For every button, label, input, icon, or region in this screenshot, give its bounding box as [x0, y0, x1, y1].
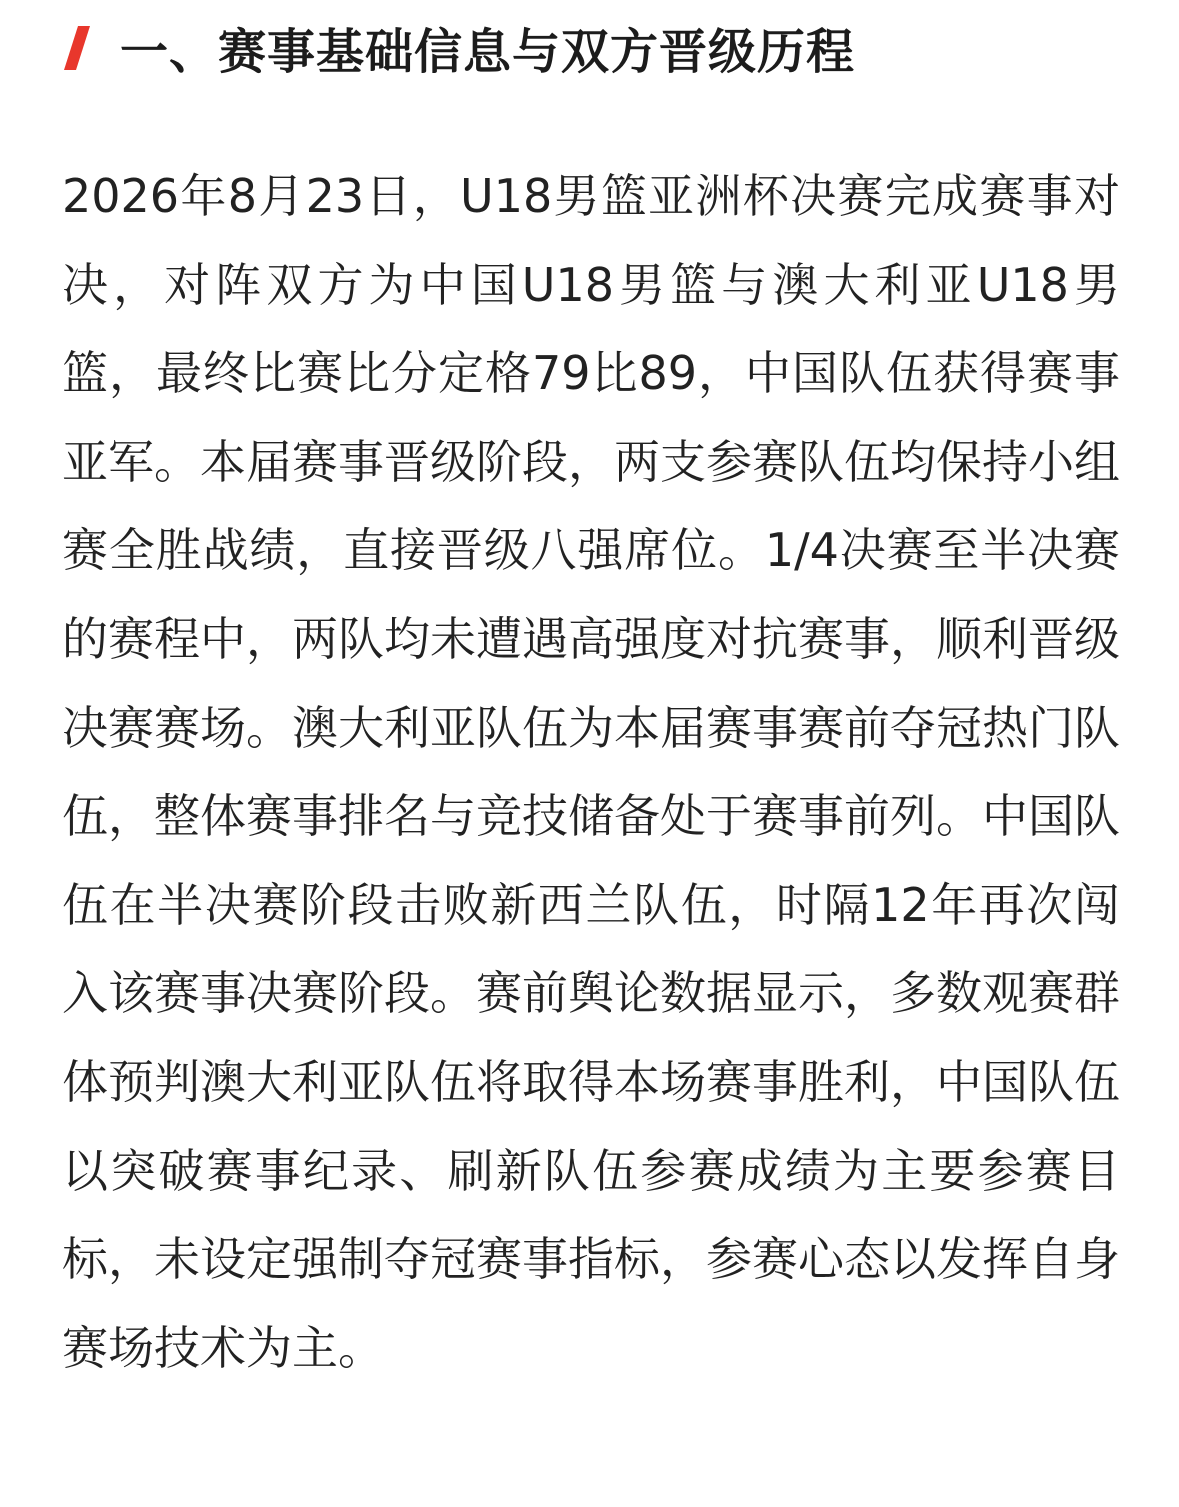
section-title: 一、赛事基础信息与双方晋级历程: [120, 23, 856, 80]
article-paragraph: 2026年8月23日，U18男篮亚洲杯决赛完成赛事对决，对阵双方为中国U18男篮与澳大利亚U18男篮，最终比赛比分定格79比89，中国队伍获得赛事亚军。本届赛事晋级阶段，两支参赛队伍均保持小组赛全胜战绩，直接晋级八强席位。1/4决赛至半决赛的赛程中，两队均未遭遇高强度对抗赛事，顺利晋级决赛赛场。澳大利亚队伍为本届赛事赛前夺冠热门队伍，整体赛事排名与竞技储备处于赛事前列。中国队伍在半决赛阶段击败新西兰队伍，时隔12年再次闯入该赛事决赛阶段。赛前舆论数据显示，多数观赛群体预判澳大利亚队伍将取得本场赛事胜利，中国队伍以突破赛事纪录、刷新队伍参赛成绩为主要参赛目标，未设定强制夺冠赛事指标，参赛心态以发挥自身赛场技术为主。: [62, 169, 1120, 1375]
slash-accent-icon: [60, 20, 94, 74]
section-heading: [60, 10, 855, 84]
